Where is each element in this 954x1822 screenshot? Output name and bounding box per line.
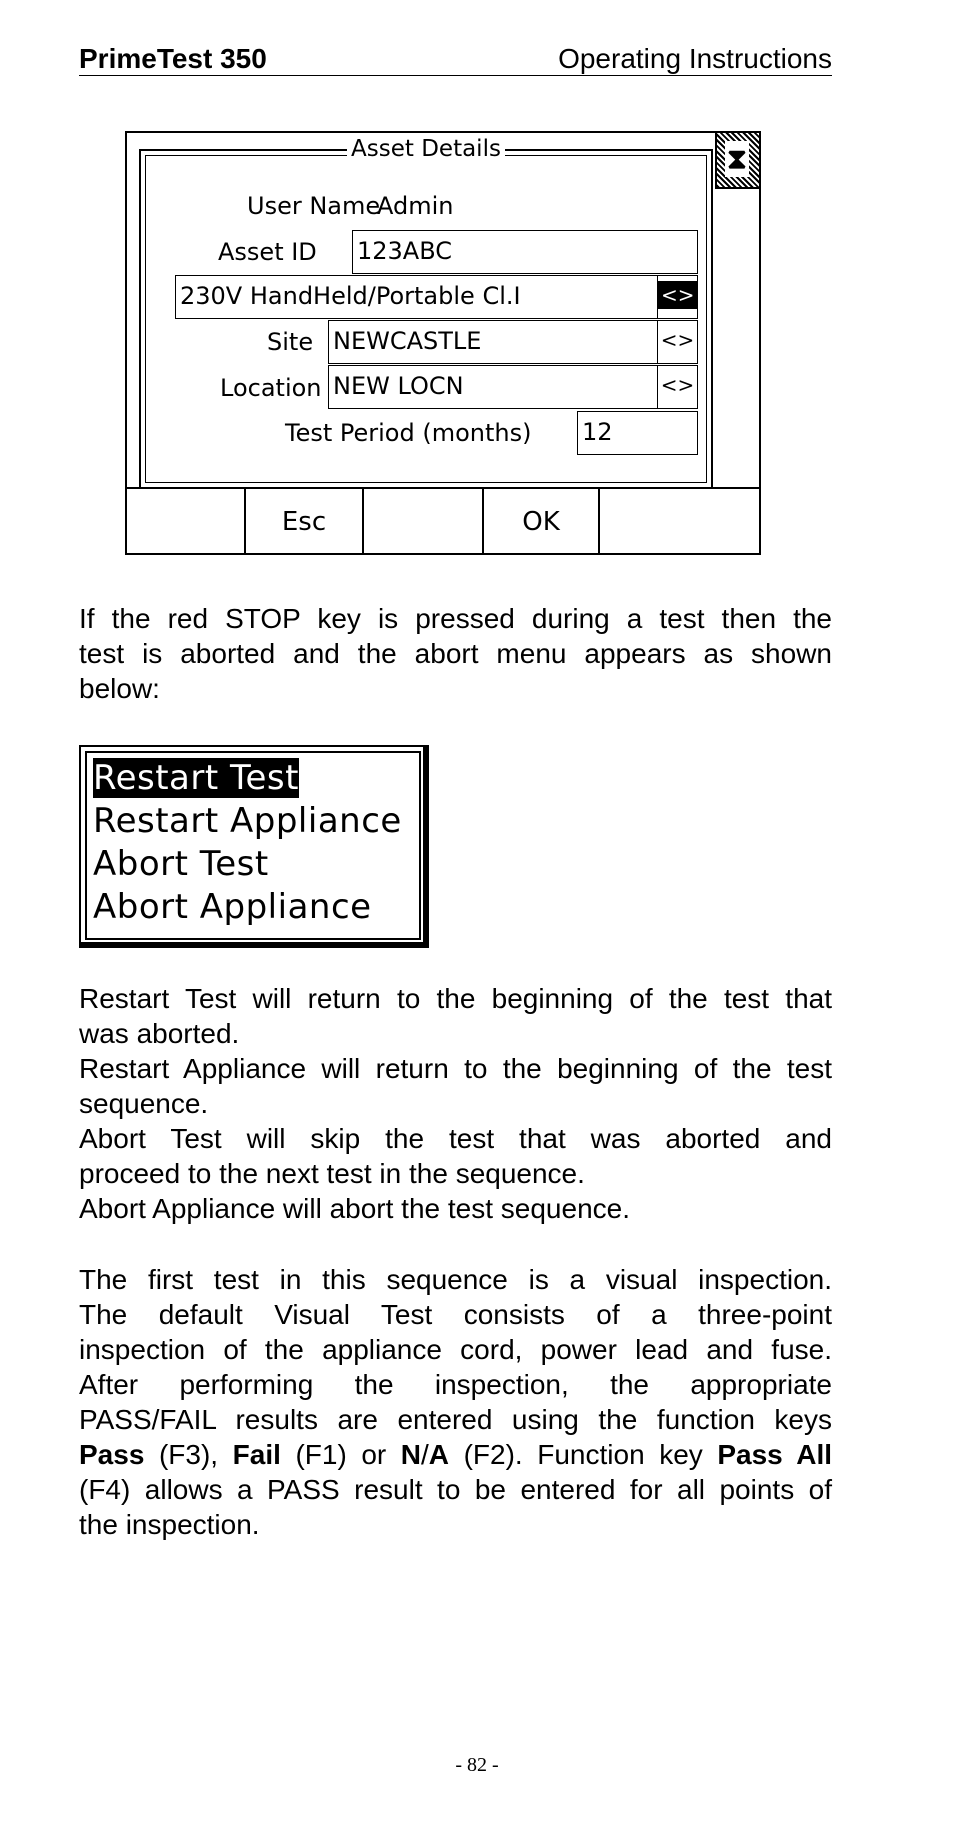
- asset-id-value: 123ABC: [357, 237, 453, 265]
- header-section-title: Operating Instructions: [558, 43, 832, 74]
- location-label: Location: [220, 374, 322, 402]
- visual-line: the inspection.: [79, 1509, 260, 1540]
- description-line: Restart Appliance will return to the beginning of the test: [79, 1053, 832, 1084]
- asset-details-title: Asset Details: [141, 136, 711, 162]
- test-code-select[interactable]: [175, 275, 698, 319]
- page-header: [79, 42, 832, 76]
- description-line: Abort Test will skip the test that was aborted and: [79, 1123, 832, 1154]
- page-number: - 82 -: [455, 1754, 499, 1776]
- location-select[interactable]: [328, 365, 698, 409]
- description-line: was aborted.: [79, 1018, 240, 1049]
- intro-paragraph: [79, 601, 832, 706]
- visual-line: After performing the inspection, the appropriate: [79, 1369, 832, 1400]
- site-select[interactable]: [328, 320, 698, 364]
- descriptions-paragraph: [79, 981, 832, 1226]
- asset-id-label: Asset ID: [218, 238, 317, 266]
- site-label: Site: [267, 328, 314, 356]
- visual-line: The default Visual Test consists of a three-point: [79, 1299, 832, 1330]
- visual-test-paragraph: [79, 1262, 832, 1542]
- menu-item-restart-appliance[interactable]: Restart Appliance: [93, 801, 402, 841]
- description-line: sequence.: [79, 1088, 209, 1119]
- abort-menu: [79, 745, 429, 948]
- test-period-label: Test Period (months): [285, 419, 532, 447]
- user-name-value: Admin: [377, 192, 454, 220]
- test-period-value: 12: [582, 418, 613, 446]
- visual-line: inspection of the appliance cord, power lead and fuse.: [79, 1334, 832, 1365]
- visual-line: The first test in this sequence is a visual inspection.: [79, 1264, 832, 1295]
- menu-item-abort-appliance[interactable]: Abort Appliance: [93, 887, 372, 927]
- menu-item-abort-test[interactable]: Abort Test: [93, 844, 269, 884]
- visual-line-function-keys: Pass (F3), Fail (F1) or N/A (F2). Function key Pass All: [79, 1439, 833, 1470]
- intro-line: below:: [79, 673, 160, 704]
- test-code-select-button[interactable]: <>: [657, 276, 697, 318]
- test-period-field[interactable]: [577, 411, 698, 455]
- header-product-title: PrimeTest 350: [79, 43, 267, 74]
- location-select-button[interactable]: <>: [657, 366, 697, 408]
- esc-button[interactable]: Esc: [244, 487, 364, 555]
- site-select-button[interactable]: <>: [657, 321, 697, 363]
- intro-line: If the red STOP key is pressed during a test then the: [79, 603, 832, 634]
- asset-details-screen: [125, 131, 761, 555]
- intro-line: test is aborted and the abort menu appears as shown: [79, 638, 832, 669]
- test-code-value: 230V HandHeld/Portable Cl.I: [180, 282, 521, 310]
- ok-button[interactable]: OK: [482, 487, 600, 555]
- hourglass-icon: ⧗: [715, 133, 759, 189]
- visual-line: PASS/FAIL results are entered using the function keys: [79, 1404, 832, 1435]
- description-line: Restart Test will return to the beginning of the test that: [79, 983, 832, 1014]
- visual-line: (F4) allows a PASS result to be entered for all points of: [79, 1474, 832, 1505]
- user-name-label: User Name: [247, 192, 381, 220]
- asset-details-panel: [139, 136, 713, 489]
- location-value: NEW LOCN: [333, 372, 464, 400]
- description-line: proceed to the next test in the sequence.: [79, 1158, 585, 1189]
- menu-item-restart-test[interactable]: Restart Test: [93, 758, 299, 798]
- asset-id-field[interactable]: [352, 230, 698, 274]
- description-line: Abort Appliance will abort the test sequence.: [79, 1193, 631, 1224]
- site-value: NEWCASTLE: [333, 327, 482, 355]
